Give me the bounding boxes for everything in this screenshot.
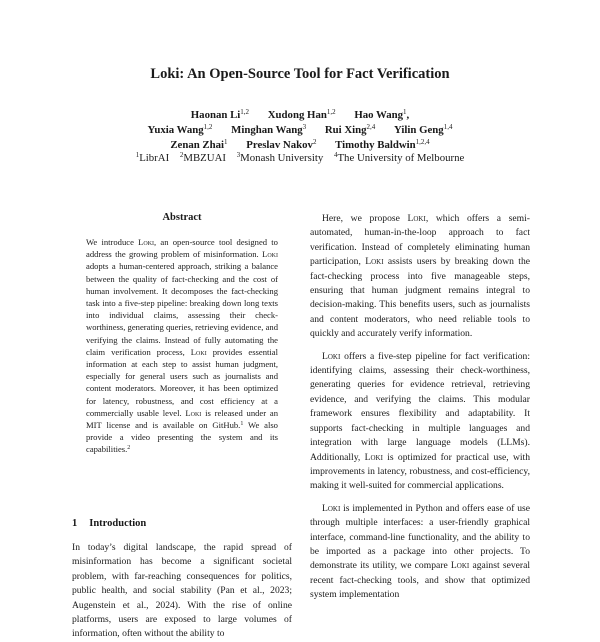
introduction-text: In today’s digital landscape, the rapid spread of misinformation has become a significant societal problem, with far-reaching consequences for politics, public health, and social stability (Pan et al., 2023; Augenstein et al., 2024). With the rise of online platforms, users are exposed to large volumes of information, often without the ability to (72, 542, 292, 640)
right-column (310, 212, 530, 611)
section-title: Introduction (89, 518, 147, 529)
paragraph: Here, we propose Loki, which offers a semi-automated, human-in-the-loop approach to fact verification. Instead of completely eliminating human participation, Loki assists users by breaking down the fact-checking process into five manageable steps, ensuring that human judgment remains integral to decision-making. This benefits users, such as journalists and content moderators, who need reliable tools to quickly and accurately verify information. (310, 213, 531, 340)
author: Rui Xing$^{2,4}$ (324, 123, 376, 137)
affiliations (0, 152, 600, 164)
author-row (0, 108, 600, 123)
affiliation: $^1$LibrAI (135, 151, 170, 164)
author-list (0, 108, 600, 154)
author: Hao Wang$^1$, (354, 108, 410, 121)
footnote-marker: 1 (240, 421, 244, 428)
abstract-heading: Abstract (162, 212, 202, 223)
author: Timothy Baldwin$^{1,2,4}$ (335, 138, 430, 152)
paragraph: Loki offers a five-step pipeline for fact verification: identifying claims, assessing their check-worthiness, generating queries for evidence retrieval, retrieving evidence, and verifying the claims. This modular framework ensures flexibility and adaptability. It supports fact-checking in multiple languages and integration with large language models (LLMs). Additionally, Loki is optimized for practical use, with improvements in latency, robustness, and cost-efficiency, making it well-suited for commercial applications. (310, 350, 531, 492)
abstract-text: We introduce Loki, an open-source tool designed to address the growing problem of misinformation. Loki adopts a human-centered approach, striking a balance between the quality of fact-checking and the cost of human involvement. It decomposes the fact-checking task into a five-step pipeline: breaking down long texts into individual claims, assessing their check-worthiness, generating queries, retrieving evidence, and verifying the claims. Instead of fully automating the claim verification process, Loki provides essential information at each step to assist human judgment, especially for general users such as journalists and content moderators. Moreover, it has been optimized for latency, robustness, and cost efficiency at a commercially usable level. Loki is released under an MIT license and is available on GitHub.$^1$ We also provide a video presenting the system and its capabilities.$^2$ (86, 237, 278, 455)
affiliation: $^4$The University of Melbourne (333, 151, 465, 164)
author: Haonan Li$^{1,2}$ (190, 108, 250, 121)
author: Zenan Zhai$^1$ (170, 138, 228, 152)
author: Xudong Han$^{1,2}$ (267, 108, 336, 121)
author: Yilin Geng$^{1,4}$ (394, 123, 453, 137)
paragraph: Loki is implemented in Python and offers ease of use through multiple interfaces: a user-friendly graphical interface, command-line functionality, and the ability to be imported as a package into other projects. To demonstrate its utility, we compare Loki against several recent fact-checking tools, and show that optimized system implementation (310, 502, 530, 601)
affiliation: $^3$Monash University (236, 151, 324, 164)
author: Yuxia Wang$^{1,2}$ (147, 123, 213, 137)
author: Minghan Wang$^3$ (231, 123, 307, 137)
affiliation: $^2$MBZUAI (179, 151, 226, 164)
paper-title: Loki: An Open-Source Tool for Fact Verification (150, 66, 450, 82)
section-heading-introduction (72, 518, 146, 529)
author-row (0, 123, 600, 138)
footnote-marker: 2 (127, 445, 131, 452)
author: Preslav Nakov$^2$ (246, 138, 317, 152)
section-number: 1 (72, 518, 78, 529)
